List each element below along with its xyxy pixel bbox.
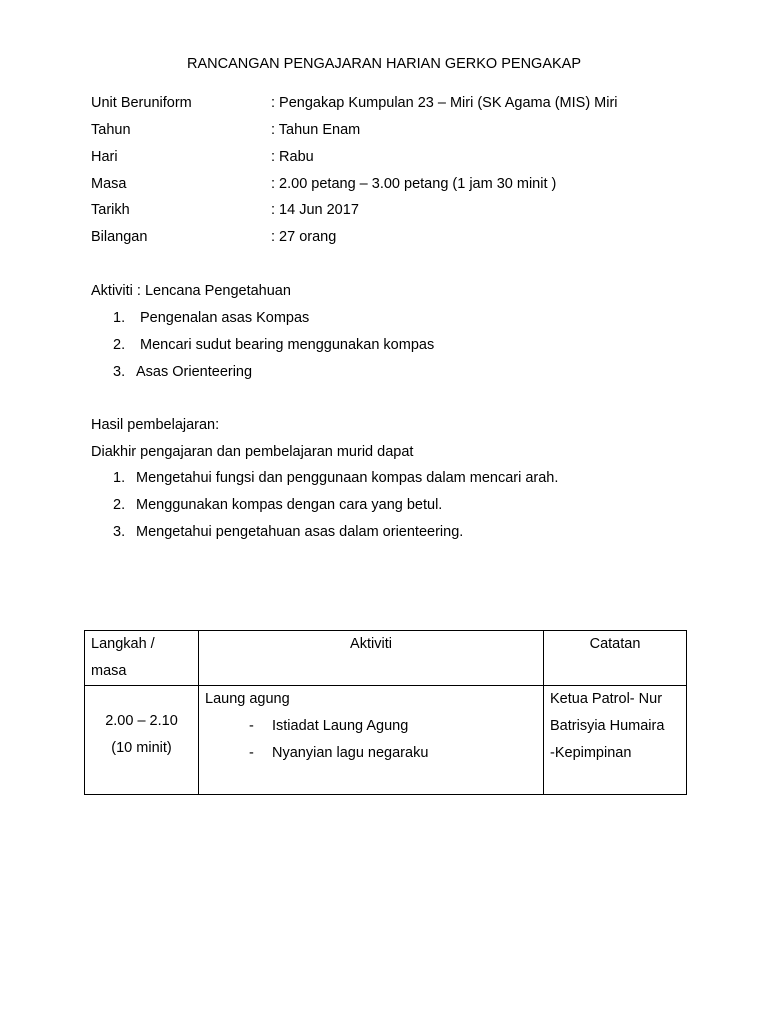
activity-subitem bbox=[199, 713, 543, 740]
table-row bbox=[85, 686, 687, 795]
time-range: 2.00 – 2.10 bbox=[105, 713, 178, 729]
item-number: 2. bbox=[113, 337, 126, 353]
item-text: Mengetahui pengetahuan asas dalam orienteering. bbox=[136, 524, 464, 540]
activity-subitem-text: Istiadat Laung Agung bbox=[272, 718, 409, 734]
header-step-line2: masa bbox=[91, 663, 127, 679]
info-value: : Rabu bbox=[271, 149, 314, 165]
table-header-row bbox=[85, 631, 687, 686]
header-notes: Catatan bbox=[544, 631, 687, 686]
item-text: Menggunakan kompas dengan cara yang betul. bbox=[136, 497, 443, 513]
activity-heading: Aktiviti : Lencana Pengetahuan bbox=[91, 283, 291, 299]
cell-notes bbox=[544, 686, 687, 795]
header-activity: Aktiviti bbox=[199, 631, 544, 686]
outcomes-heading: Hasil pembelajaran: bbox=[91, 417, 220, 433]
note-line: Ketua Patrol- Nur bbox=[550, 691, 663, 707]
info-label: Tarikh bbox=[91, 202, 130, 218]
item-number: 1. bbox=[113, 470, 126, 486]
info-label: Bilangan bbox=[91, 229, 148, 245]
dash-bullet: - bbox=[249, 718, 254, 734]
item-text: Mencari sudut bearing menggunakan kompas bbox=[140, 337, 435, 353]
activity-subitem-text: Nyanyian lagu negaraku bbox=[272, 745, 429, 761]
duration: (10 minit) bbox=[111, 740, 172, 756]
activity-title: Laung agung bbox=[205, 691, 290, 707]
note-line: Batrisyia Humaira bbox=[550, 718, 665, 734]
info-value: : 14 Jun 2017 bbox=[271, 202, 359, 218]
info-value: : Pengakap Kumpulan 23 – Miri (SK Agama (MIS) Miri bbox=[271, 95, 618, 111]
dash-bullet: - bbox=[249, 745, 254, 761]
info-label: Hari bbox=[91, 149, 118, 165]
cell-activity bbox=[199, 686, 544, 795]
info-label: Unit Beruniform bbox=[91, 95, 192, 111]
cell-time bbox=[85, 686, 199, 795]
item-text: Mengetahui fungsi dan penggunaan kompas dalam mencari arah. bbox=[136, 470, 559, 486]
item-number: 3. bbox=[113, 364, 126, 380]
header-step-line1: Langkah / bbox=[91, 636, 155, 652]
outcomes-intro: Diakhir pengajaran dan pembelajaran murid dapat bbox=[91, 444, 414, 460]
page-title: RANCANGAN PENGAJARAN HARIAN GERKO PENGAKAP bbox=[187, 56, 581, 72]
lesson-plan-table bbox=[84, 630, 687, 795]
item-number: 2. bbox=[113, 497, 126, 513]
note-line: -Kepimpinan bbox=[550, 745, 632, 761]
info-label: Masa bbox=[91, 176, 127, 192]
header-step-time bbox=[85, 631, 199, 686]
item-text: Pengenalan asas Kompas bbox=[140, 310, 310, 326]
info-value: : 27 orang bbox=[271, 229, 337, 245]
item-text: Asas Orienteering bbox=[136, 364, 253, 380]
item-number: 1. bbox=[113, 310, 126, 326]
info-value: : Tahun Enam bbox=[271, 122, 361, 138]
item-number: 3. bbox=[113, 524, 126, 540]
info-value: : 2.00 petang – 3.00 petang (1 jam 30 minit ) bbox=[271, 176, 557, 192]
activity-subitem bbox=[199, 740, 543, 767]
info-label: Tahun bbox=[91, 122, 131, 138]
